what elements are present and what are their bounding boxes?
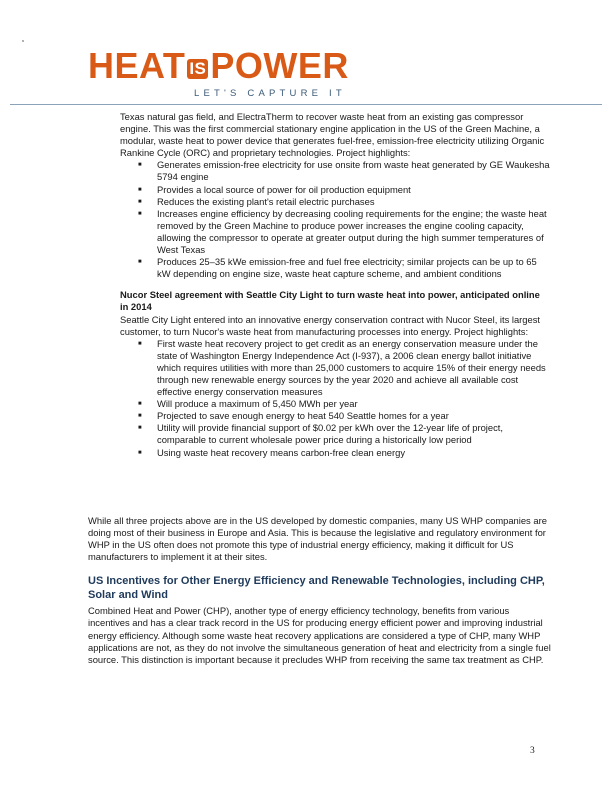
nucor-highlights-list [120,338,550,459]
heat-is-power-logo [88,46,348,106]
incentives-heading: US Incentives for Other Energy Efficiency and Renewable Technologies, including CHP, Solar and Wind [88,575,545,601]
list-item: ■ Generates emission-free electricity for use onsite from waste heat generated by GE Waukesha 5794 engine [120,159,550,183]
main-content [120,111,550,459]
incentives-paragraph: Combined Heat and Power (CHP), another type of energy efficiency technology, benefits from various incentives and has a clear track record in the US for producing energy efficient power and improving industrial energy efficiency. Although some waste heat recovery applications are considered a type of CHP, many WHP applications are not, as they do not involve the simultaneous generation of heat and electricity from a single fuel source. This distinction is important because it precludes WHP from receiving the same tax treatment as CHP. [88,605,551,665]
logo-heat-text: HEAT [88,45,186,86]
list-item: ■ Projected to save enough energy to heat 540 Seattle homes for a year [120,410,550,422]
logo-power-text: POWER [210,45,349,86]
list-item: ■ Utility will provide financial support of $0.02 per kWh over the 12-year life of project, comparable to current wholesale power price during a historically low period [120,422,550,446]
list-item: ■ Increases engine efficiency by decreasing cooling requirements for the engine; the waste heat removed by the Green Machine to produce power increases the engine cooling capacity, allowing the compressor to operate at greater output during the high summer temperatures of West Texas [120,208,550,256]
scan-speck [22,40,24,42]
project-highlights-list [120,159,550,280]
list-item: ■ Produces 25–35 kWe emission-free and fuel free electricity; similar projects can be up to 65 kW depending on engine size, waste heat capture scheme, and ambient conditions [120,256,550,280]
header-divider [10,104,602,105]
lower-content [88,515,553,666]
summary-paragraph: While all three projects above are in the US developed by domestic companies, many US WHP companies are doing most of their business in Europe and Asia. This is because the legislative and regulatory environment for WHP in the US often does not promote this type of industrial energy efficiency, making it difficult for US manufacturers to implement it at their sites. [88,515,547,563]
list-item: ■ Will produce a maximum of 5,450 MWh per year [120,398,550,410]
logo-wordmark [88,46,349,86]
nucor-heading: Nucor Steel agreement with Seattle City Light to turn waste heat into power, anticipated online in 2014 [120,289,540,313]
list-item: ■ First waste heat recovery project to get credit as an energy conservation measure under the state of Washington Energy Independence Act (I-937), a 2006 clean energy ballot initiative which requires utilities with more than 25,000 customers to acquire 15% of their energy needs through new renewable energy sources by the year 2020 and achieve all available cost effective energy conservation measures [120,338,550,398]
logo-tagline: LET'S CAPTURE IT [194,88,346,99]
list-item: ■ Provides a local source of power for oil production equipment [120,184,550,196]
intro-paragraph: Texas natural gas field, and ElectraTherm to recover waste heat from an existing gas compressor engine. This was the first commercial stationary engine application in the US of the Green Machine, a modular, waste heat to power device that generates fuel-free, emission-free electricity utilizing Organic Rankine Cycle (ORC) and proprietary technologies. Project highlights: [120,111,545,159]
list-item: ■ Using waste heat recovery means carbon-free clean energy [120,447,550,459]
nucor-paragraph: Seattle City Light entered into an innovative energy conservation contract with Nucor Steel, its largest customer, to turn Nucor's waste heat from manufacturing processes into energy. Project highlights: [120,313,541,337]
logo-is-badge: IS [189,59,207,78]
page-number: 3 [530,746,535,756]
list-item: ■ Reduces the existing plant's retail electric purchases [120,196,550,208]
